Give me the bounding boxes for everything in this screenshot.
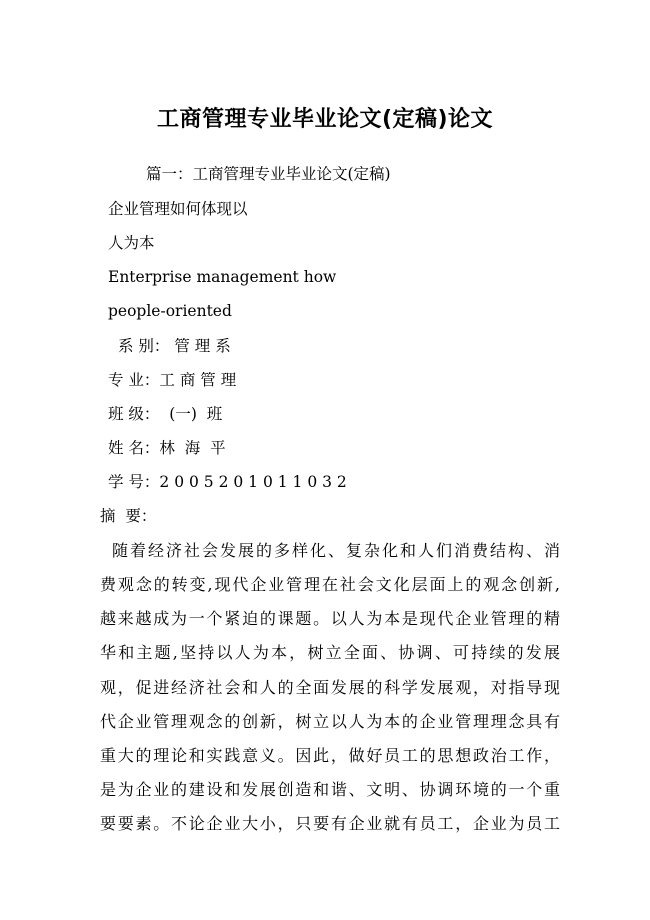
section-subtitle: 篇一：工商管理专业毕业论文(定稿): [146, 165, 391, 183]
abstract-line: 要要素。不论企业大小，只要有企业就有员工，企业为员工: [100, 814, 560, 833]
department-field: 系 别： 管 理 系: [118, 337, 231, 355]
abstract-line: 观，促进经济社会和人的全面发展的科学发展观，对指导现: [100, 678, 560, 697]
abstract-label: 摘 要：: [100, 507, 157, 525]
abstract-line: 华和主题,坚持以人为本，树立全面、协调、可持续的发展: [100, 643, 560, 662]
thesis-title-cn-line1: 企业管理如何体现以: [108, 200, 248, 218]
class-field: 班 级： (一) 班: [108, 405, 223, 423]
abstract-line: 代企业管理观念的创新，树立以人为本的企业管理理念具有: [100, 712, 560, 731]
name-field: 姓 名：林 海 平: [108, 439, 226, 457]
abstract-line: 越来越成为一个紧迫的课题。以人为本是现代企业管理的精: [100, 609, 560, 628]
abstract-line: 费观念的转变,现代企业管理在社会文化层面上的观念创新,: [100, 575, 560, 594]
document-title: 工商管理专业毕业论文(定稿)论文: [156, 107, 494, 132]
thesis-title-en-line1: Enterprise management how: [108, 268, 337, 286]
abstract-line: 随着经济社会发展的多样化、复杂化和人们消费结构、消: [112, 541, 560, 560]
abstract-line: 重大的理论和实践意义。因此，做好员工的思想政治工作，: [100, 746, 560, 765]
student-id-field: 学 号：2 0 0 5 2 0 1 0 1 1 0 3 2: [108, 473, 347, 491]
abstract-line: 是为企业的建设和发展创造和谐、文明、协调环境的一个重: [100, 780, 560, 799]
major-field: 专 业：工 商 管 理: [108, 371, 237, 389]
thesis-title-en-line2: people-oriented: [108, 302, 232, 320]
thesis-title-cn-line2: 人为本: [108, 234, 155, 252]
